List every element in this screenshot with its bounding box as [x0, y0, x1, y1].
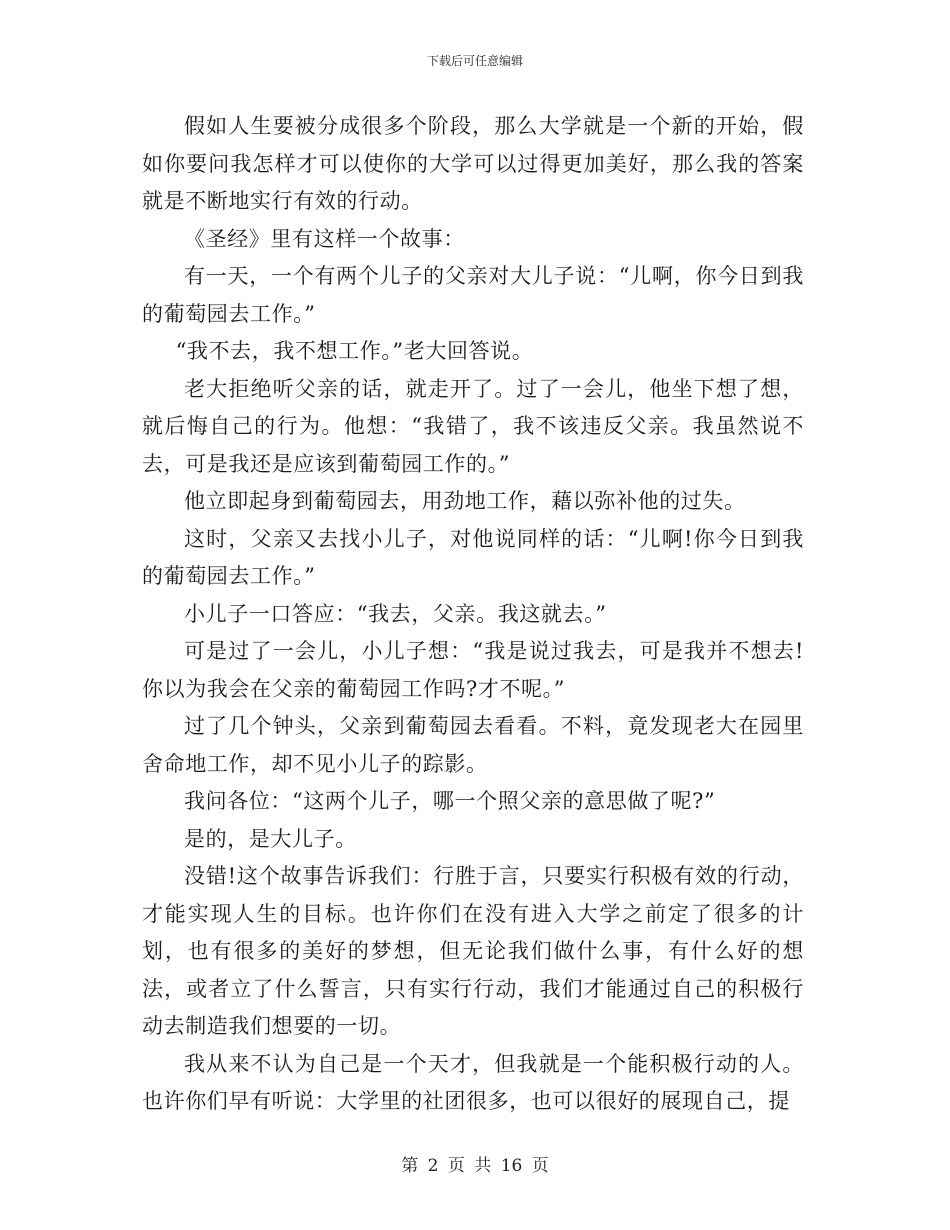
- paragraph: 他立即起身到葡萄园去，用劲地工作，藉以弥补他的过失。: [184, 489, 746, 513]
- paragraph: 没错!这个故事告诉我们：行胜于言，只要实行积极有效的行动，才能实现人生的目标。也许你们在没有进入大学之前定了很多的计划，也有很多的美好的梦想，但无论我们做什么事，有什么好的想法，或者立了什么誓言，只有实行行动，我们才能通过自己的积极行动去制造我们想要的一切。: [142, 864, 804, 1038]
- paragraph: 这时，父亲又去找小儿子，对他说同样的话：“儿啊!你今日到我的葡萄园去工作。”: [142, 526, 804, 588]
- paragraph: 是的，是大儿子。: [184, 826, 357, 851]
- paragraph: 过了几个钟头，父亲到葡萄园去看看。不料，竟发现老大在园里舍命地工作，却不见小儿子的踪影。: [142, 714, 804, 776]
- paragraph: “我不去，我不想工作。”老大回答说。: [175, 339, 534, 363]
- document-body: [142, 108, 804, 1121]
- paragraph: 《圣经》里有这样一个故事：: [184, 226, 465, 251]
- paragraph: 假如人生要被分成很多个阶段，那么大学就是一个新的开始，假如你要问我怎样才可以使你的大学可以过得更加美好，那么我的答案就是不断地实行有效的行动。: [142, 114, 804, 213]
- paragraph: 有一天，一个有两个儿子的父亲对大儿子说：“儿啊，你今日到我的葡萄园去工作。”: [142, 264, 804, 326]
- paragraph: 我从来不认为自己是一个天才，但我就是一个能积极行动的人。也许你们早有听说：大学里的社团很多，也可以很好的展现自己，提: [142, 1051, 804, 1113]
- paragraph: 小儿子一口答应：“我去，父亲。我这就去。”: [184, 601, 607, 626]
- page-footer: 第 2 页 共 16 页: [401, 1156, 549, 1176]
- paragraph: 我问各位：“这两个儿子，哪一个照父亲的意思做了呢?”: [184, 789, 716, 813]
- page-header: 下载后可任意编辑: [426, 54, 523, 68]
- paragraph: 可是过了一会儿，小儿子想：“我是说过我去，可是我并不想去!你以为我会在父亲的葡萄园工作吗?才不呢。”: [142, 639, 804, 701]
- paragraph: 老大拒绝听父亲的话，就走开了。过了一会儿，他坐下想了想，就后悔自己的行为。他想：“我错了，我不该违反父亲。我虽然说不去，可是我还是应该到葡萄园工作的。”: [142, 376, 804, 476]
